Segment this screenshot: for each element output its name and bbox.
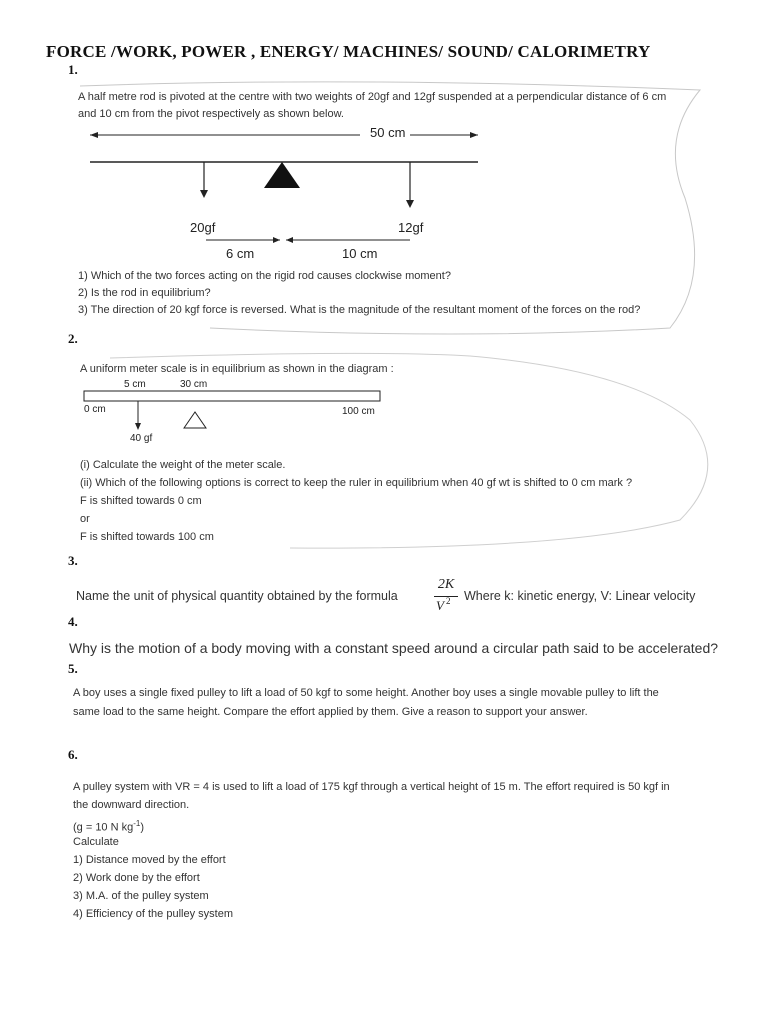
right-weight-arrowhead: [406, 200, 414, 208]
meter-scale-diagram-q2: [80, 376, 400, 448]
q1-sub2: 2) Is the rod in equilibrium?: [78, 287, 211, 299]
weight-label: 40 gf: [130, 433, 153, 444]
question-number-1: 1.: [68, 62, 78, 77]
weight-arrowhead: [135, 423, 141, 430]
q6-sub3: 3) M.A. of the pulley system: [73, 890, 209, 902]
q4-text: Why is the motion of a body moving with a constant speed around a circular path said to be accelerated?: [69, 640, 719, 656]
mark-30cm-label: 30 cm: [180, 379, 208, 390]
q6-sub2: 2) Work done by the effort: [73, 872, 200, 884]
length-arrow-head-right: [470, 132, 478, 138]
left-weight-arrowhead: [200, 190, 208, 198]
q6-sub1: 1) Distance moved by the effort: [73, 854, 226, 866]
left-weight-label: 20gf: [190, 220, 216, 235]
q6-given-exponent: -1: [133, 819, 141, 828]
q1-intro-line2: and 10 cm from the pivot respectively as shown below.: [78, 108, 344, 120]
page-title: FORCE /WORK, POWER , ENERGY/ MACHINES/ SOUND/ CALORIMETRY: [46, 42, 651, 61]
mark-100cm-label: 100 cm: [342, 406, 375, 417]
q2-intro: A uniform meter scale is in equilibrium as shown in the diagram :: [80, 363, 394, 375]
q2-or: or: [80, 513, 90, 525]
q2-sub1: (i) Calculate the weight of the meter scale.: [80, 459, 286, 471]
question-number-2: 2.: [68, 331, 78, 346]
q6-calculate: Calculate: [73, 836, 119, 848]
q1-sub3: 3) The direction of 20 kgf force is reversed. What is the magnitude of the resultant moment of the forces on the rod?: [78, 304, 641, 316]
q2-option2: F is shifted towards 100 cm: [80, 531, 214, 543]
right-distance-label: 10 cm: [342, 246, 378, 261]
q6-line1: A pulley system with VR = 4 is used to lift a load of 175 kgf through a vertical height of 15 m. The effort required is 50 kgf in: [73, 781, 670, 793]
q2-sub2: (ii) Which of the following options is correct to keep the ruler in equilibrium when 40 gf wt is shifted to 0 cm mark ?: [80, 477, 633, 489]
mark-0cm-label: 0 cm: [84, 404, 106, 415]
pivot-triangle: [264, 162, 300, 188]
q6-sub4: 4) Efficiency of the pulley system: [73, 908, 233, 920]
lever-diagram-q1: [80, 120, 500, 270]
q1-intro-line1: A half metre rod is pivoted at the centre with two weights of 20gf and 12gf suspended at a perpendicular distance of 6 cm: [78, 91, 667, 103]
q2-option1: F is shifted towards 0 cm: [80, 495, 202, 507]
question-number-4: 4.: [68, 614, 78, 629]
formula-denominator: V: [436, 598, 444, 613]
meter-scale: [84, 391, 380, 401]
mark-5cm-label: 5 cm: [124, 379, 146, 390]
left-distance-label: 6 cm: [226, 246, 255, 261]
rod-length-label: 50 cm: [370, 125, 406, 140]
q6-line2: the downward direction.: [73, 799, 190, 811]
formula-numerator: 2K: [437, 577, 455, 592]
question-number-5: 5.: [68, 661, 78, 676]
q3-text-after: Where k: kinetic energy, V: Linear velocity: [464, 589, 696, 603]
length-arrow-head-left: [90, 132, 98, 138]
fulcrum-triangle: [184, 412, 206, 428]
q6-given-prefix: (g = 10 N kg: [73, 821, 134, 834]
question-number-6: 6.: [68, 747, 78, 762]
formula-exponent: 2: [446, 596, 451, 606]
q5-line2: same load to the same height. Compare the effort applied by them. Give a reason to support your answer.: [73, 706, 588, 718]
q5-line1: A boy uses a single fixed pulley to lift a load of 50 kgf to some height. Another boy uses a single movable pulley to lift the: [73, 687, 659, 699]
right-weight-label: 12gf: [398, 220, 424, 235]
q3-text-before: Name the unit of physical quantity obtained by the formula: [76, 589, 398, 603]
distance-arrowhead-left: [273, 237, 280, 243]
question-number-3: 3.: [68, 553, 78, 568]
distance-arrowhead-right: [286, 237, 293, 243]
q1-sub1: 1) Which of the two forces acting on the rigid rod causes clockwise moment?: [78, 270, 451, 282]
q6-given-suffix: ): [140, 821, 145, 834]
